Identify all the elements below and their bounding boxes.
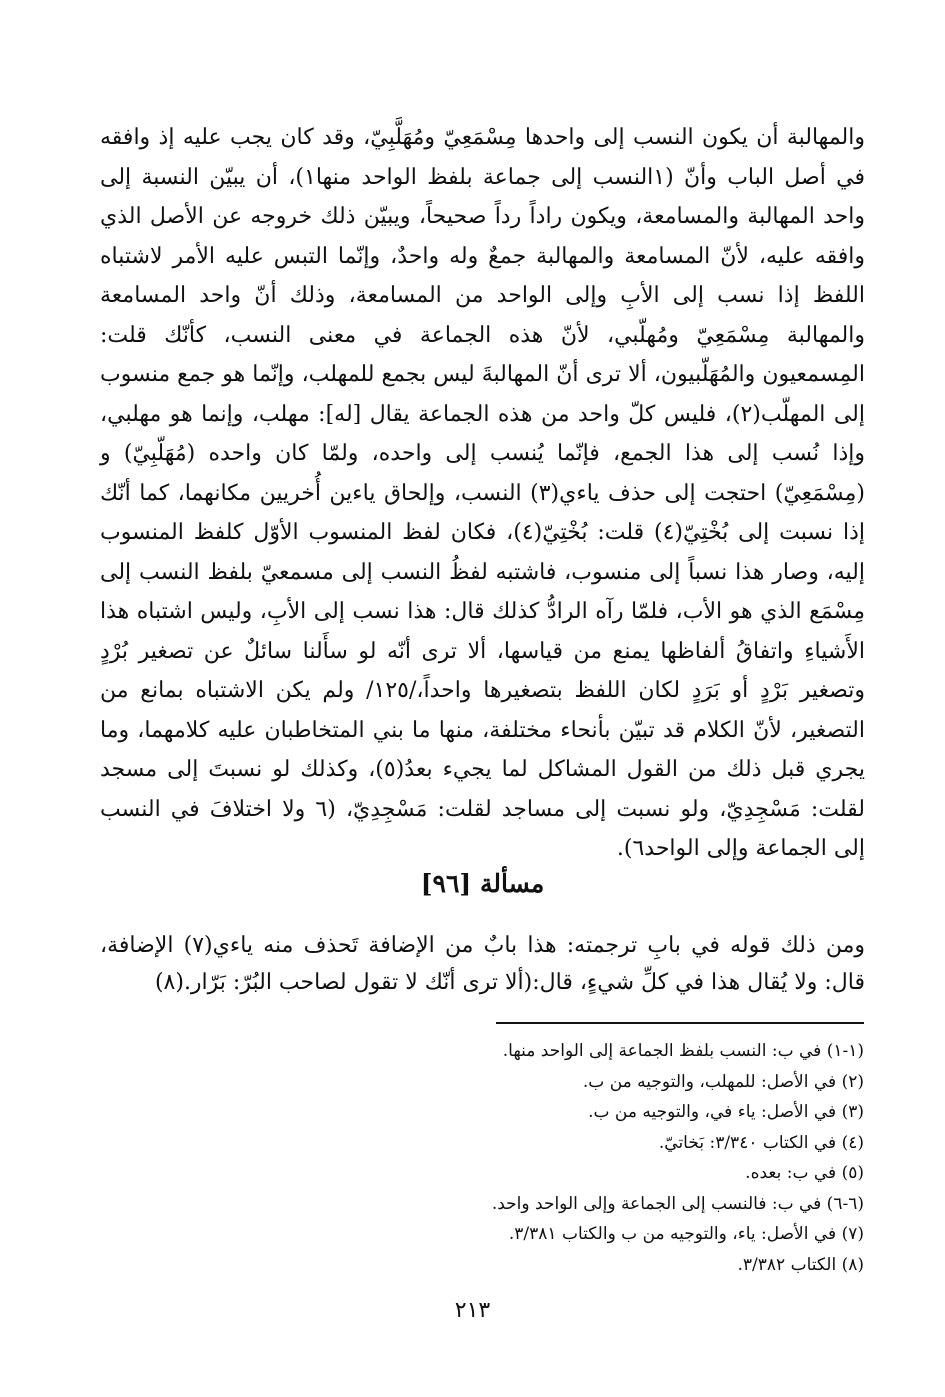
footnote-divider bbox=[496, 1022, 864, 1024]
footnote-item: (٤) في الكتاب ٣/٣٤٠: بَخاتيّ. bbox=[658, 1132, 864, 1153]
footnote-item: (٢) في الأصل: للمهلب، والتوجيه من ب. bbox=[582, 1071, 864, 1092]
footnote-item: (٨) الكتاب ٣/٣٨٢. bbox=[737, 1254, 864, 1275]
body-paragraph-2: ومن ذلك قوله في بابِ ترجمته: هذا بابٌ من الإضافة تَحذف منه ياءي(٧) الإضافة، قال: ولا يُقال هذا في كلِّ شيءٍ، قال:(ألا ترى أنّك لا تقول لصاحب البُرّ: بَرّار.(٨) bbox=[100, 933, 866, 995]
footnotes-list bbox=[300, 1036, 864, 1280]
page-number: ٢١٣ bbox=[454, 1298, 491, 1323]
footnote-item: (١-١) في ب: النسب بلفظ الجماعة إلى الواحد منها. bbox=[502, 1041, 864, 1061]
main-text-block bbox=[100, 118, 865, 869]
footnote-item: (٥) في ب: بعده. bbox=[745, 1163, 864, 1183]
footnote-item: (٣) في الأصل: ياء في، والتوجيه من ب. bbox=[588, 1102, 864, 1122]
footnote-item: (٧) في الأصل: ياء، والتوجيه من ب والكتاب ٣/٣٨١. bbox=[508, 1224, 864, 1244]
section-heading: مسألة [٩٦] bbox=[420, 869, 545, 898]
footnote-item: (٦-٦) في ب: فالنسب إلى الجماعة وإلى الواحد واحد. bbox=[491, 1193, 864, 1214]
body-paragraph: والمهالبة أن يكون النسب إلى واحدها مِسْمَعِيّ ومُهَلَّبِيّ، وقد كان يجب عليه إذ وافقه في أصل الباب وأنّ (١النسب إلى جماعة بلفظ الواحد منها١)، أن يبيّن النسبة إلى واحد المهالبة والمسامعة، ويكون راداً رداً صحيحاً، ويبيّن ذلك خروجه عن الأصل الذي وافقه عليه، لأنّ المسامعة والمهالبة جمعٌ وله واحدٌ، وإنّما التبس عليه الأمر لاشتباه اللفظ إذا نسب إلى الأبِ وإلى الواحد من المسامعة، وذلك أنّ واحد المسامعة والمهالبة مِسْمَعِيّ ومُهلّبي، لأنّ هذه الجماعة في معنى النسب، كأنّك قلت: المِسمعيون والمُهَلّبيون، ألا ترى أنّ المهالبةَ ليس بجمع للمهلب، وإنّما هو جمع منسوب إلى المهلّب(٢)، فليس كلّ واحد من هذه الجماعة يقال [له]: مهلب، وإنما هو مهلبي، وإذا نُسب إلى هذا الجمع، فإنّما يُنسب إلى واحده، ولمّا كان واحده (مُهَلّبِيّ) و (مِسْمَعِيّ) احتجت إلى حذف ياءي(٣) النسب، وإلحاق ياءين أُخريين مكانهما، كما أنّك إذا نسبت إلى بُخْتِيّ(٤) قلت: بُخْتِيّ(٤)، فكان لفظ المنسوب الأوّل كلفظ المنسوب إليه، وصار هذا نسباً إلى منسوب، فاشتبه لفظُ النسب إلى مسمعيّ بلفظ النسب إلى مِسْمَع الذي هو الأب، فلمّا رآه الرادُّ كذلك قال: هذا نسب إلى الأبِ، وليس اشتباه هذا الأَشياءِ واتفاقُ ألفاظها يمنع من قياسها، ألا ترى أنّه لو سأَلنا سائلٌ عن تصغير بُرْدٍ وتصغير بَرْدٍ أو بَرَدٍ لكان اللفظ بتصغيرها واحداً،/١٢٥/ ولم يكن الاشتباه بمانع من التصغير، لأنّ الكلام قد تبيّن بأنحاء مختلفة، منها ما بني المتخاطبان عليه كلامهما، وما يجري قبل ذلك من القول المشاكل لما يجيء بعدُ(٥)، وكذلك لو نسبتَ إلى مسجد لقلت: مَسْجِدِيّ، ولو نسبت إلى مساجد لقلت: مَسْجِدِيّ، (٦ ولا اختلافَ في النسب إلى الجماعة وإلى الواحد٦). bbox=[100, 125, 866, 861]
